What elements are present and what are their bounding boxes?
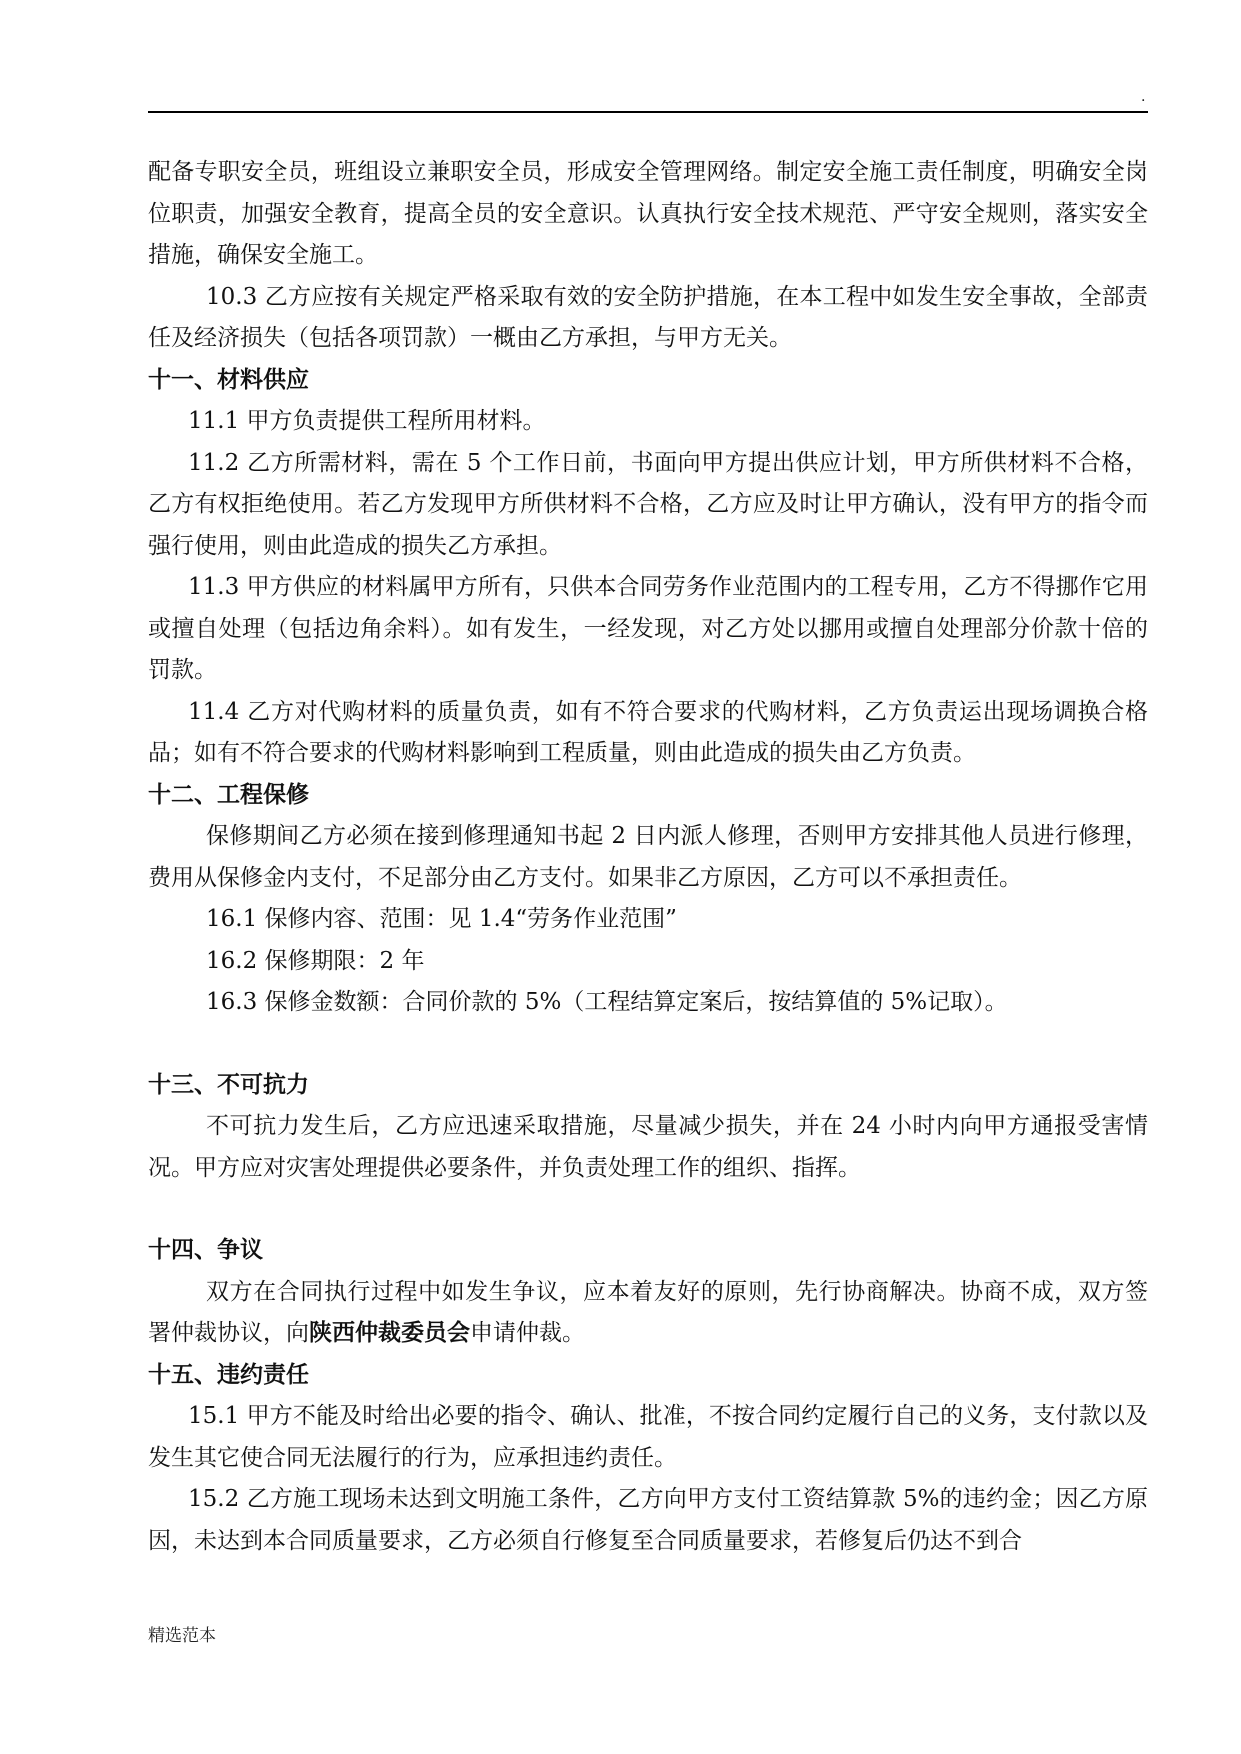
paragraph-warranty: 保修期间乙方必须在接到修理通知书起 2 日内派人修理，否则甲方安排其他人员进行修理，费用从保修金内支付，不足部分由乙方支付。如果非乙方原因，乙方可以不承担责任。 xyxy=(148,823,1148,891)
blank-line xyxy=(148,1024,1148,1065)
paragraph-11-2: 11.2 乙方所需材料，需在 5 个工作日前，书面向甲方提出供应计划，甲方所供材料不合格，乙方有权拒绝使用。若乙方发现甲方所供材料不合格，乙方应及时让甲方确认，没有甲方的指令而强行使用，则由此造成的损失乙方承担。 xyxy=(148,449,1148,559)
heading-breach-liability: 十五、违约责任 xyxy=(148,1361,309,1388)
paragraph-16-3: 16.3 保修金数额：合同价款的 5%（工程结算定案后，按结算值的 5%记取）。 xyxy=(206,989,1008,1015)
blank-line xyxy=(148,1189,1148,1230)
heading-force-majeure: 十三、不可抗力 xyxy=(148,1071,309,1098)
paragraph-dispute xyxy=(148,1272,1148,1355)
paragraph-11-1: 11.1 甲方负责提供工程所用材料。 xyxy=(188,408,546,434)
heading-warranty: 十二、工程保修 xyxy=(148,781,309,808)
header-rule xyxy=(148,111,1148,113)
paragraph-16-2: 16.2 保修期限：2 年 xyxy=(206,947,425,974)
header-mark: . xyxy=(1141,89,1146,105)
footer-label: 精选范本 xyxy=(148,1626,216,1646)
document-body xyxy=(148,152,1148,1562)
paragraph-15-2: 15.2 乙方施工现场未达到文明施工条件，乙方向甲方支付工资结算款 5%的违约金；因乙方原因，未达到本合同质量要求，乙方必须自行修复至合同质量要求，若修复后仍达不到合 xyxy=(148,1486,1148,1554)
heading-material-supply: 十一、材料供应 xyxy=(148,366,309,393)
dispute-text-end: 申请仲裁。 xyxy=(470,1320,585,1346)
heading-dispute: 十四、争议 xyxy=(148,1237,263,1263)
paragraph-force-majeure: 不可抗力发生后，乙方应迅速采取措施，尽量减少损失，并在 24 小时内向甲方通报受害情况。甲方应对灾害处理提供必要条件，并负责处理工作的组织、指挥。 xyxy=(148,1113,1148,1181)
dispute-text-start: 双方在合同执行过程中如发生争议，应本着友好的原则，先行协商解决。协商不成，双方签署仲裁协议，向 xyxy=(148,1278,1148,1346)
paragraph-15-1: 15.1 甲方不能及时给出必要的指令、确认、批准，不按合同约定履行自己的义务，支付款以及发生其它使合同无法履行的行为，应承担违约责任。 xyxy=(148,1403,1148,1471)
paragraph-10-3: 10.3 乙方应按有关规定严格采取有效的安全防护措施，在本工程中如发生安全事故，全部责任及经济损失（包括各项罚款）一概由乙方承担，与甲方无关。 xyxy=(148,283,1148,351)
paragraph-16-1: 16.1 保修内容、范围：见 1.4“劳务作业范围” xyxy=(206,906,677,932)
arbitration-commission: 陕西仲裁委员会 xyxy=(309,1320,470,1346)
paragraph-11-4: 11.4 乙方对代购材料的质量负责，如有不符合要求的代购材料，乙方负责运出现场调换合格品；如有不符合要求的代购材料影响到工程质量，则由此造成的损失由乙方负责。 xyxy=(148,698,1148,766)
paragraph-safety-staff: 配备专职安全员，班组设立兼职安全员，形成安全管理网络。制定安全施工责任制度，明确安全岗位职责，加强安全教育，提高全员的安全意识。认真执行安全技术规范、严守安全规则，落实安全措施，确保安全施工。 xyxy=(148,159,1148,268)
paragraph-11-3: 11.3 甲方供应的材料属甲方所有，只供本合同劳务作业范围内的工程专用，乙方不得挪作它用或擅自处理（包括边角余料）。如有发生，一经发现，对乙方处以挪用或擅自处理部分价款十倍的罚款。 xyxy=(148,574,1148,683)
